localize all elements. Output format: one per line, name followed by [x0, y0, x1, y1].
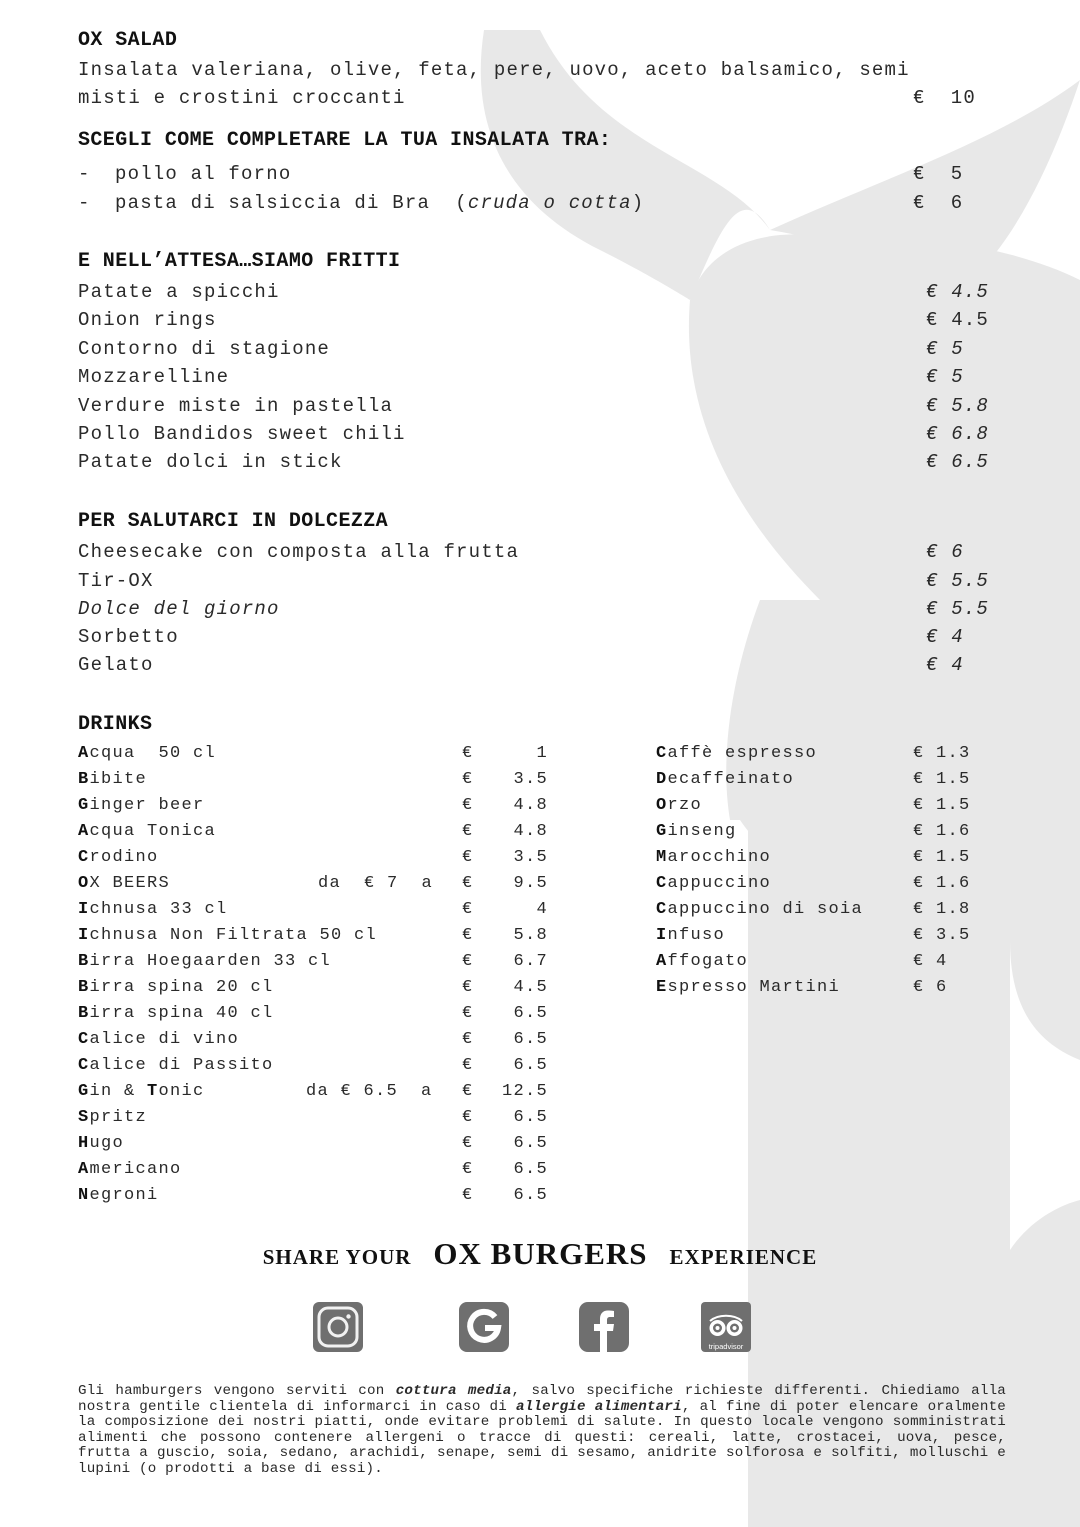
drink-price: 12.5 [501, 1082, 548, 1101]
coffee-item-name: Cappuccino di soia [656, 900, 864, 919]
drink-item-name: Acqua Tonica [78, 822, 217, 841]
drink-item-name: Spritz [78, 1108, 148, 1127]
share-brand: OX BURGERS [433, 1236, 648, 1271]
drink-item-name: Ichnusa 33 cl [78, 900, 228, 919]
drink-item-name: Negroni [78, 1186, 159, 1205]
coffee-item-name: Caffè espresso [656, 744, 818, 763]
dolci-item-price: € 5.5 [926, 570, 990, 592]
drink-euro-sign: € [462, 1160, 474, 1179]
drink-item-name: Americano [78, 1160, 182, 1179]
salad-price: € 10 [913, 87, 977, 109]
section-title-salad: OX SALAD [78, 29, 178, 52]
drink-price: 6.7 [513, 952, 548, 971]
salad-description-line-1: Insalata valeriana, olive, feta, pere, uovo, aceto balsamico, semi [78, 59, 910, 81]
section-title-complete: SCEGLI COME COMPLETARE LA TUA INSALATA TRA: [78, 129, 612, 152]
drink-item-name: Gin & Tonic [78, 1082, 205, 1101]
fritti-item-price: € 6.5 [926, 451, 990, 473]
drink-price: 6.5 [513, 1004, 548, 1023]
drink-price: 6.5 [513, 1186, 548, 1205]
drink-euro-sign: € [462, 1030, 474, 1049]
fritti-item-price: € 4.5 [926, 281, 990, 303]
drink-euro-sign: € [462, 848, 474, 867]
drink-item-name: Bibite [78, 770, 148, 789]
tripadvisor-icon[interactable] [700, 1301, 752, 1353]
fritti-item-name: Onion rings [78, 309, 217, 331]
allergen-notice: Gli hamburgers vengono serviti con cottura media, salvo specifiche richieste differenti. Chiediamo alla nostra gentile clientela di informarci in caso di allergie alimentari, al fine di poter elencare oralmente la composizione dei nostri piatti, onde evitare problemi di salute. In questo locale vengono somministrati alimenti che possono contenere allergeni o tracce di questi: cereali, latte, crostacei, uova, pesce, frutta a guscio, soia, sedano, arachidi, senape, semi di sesamo, anidrite solforosa e solfiti, molluschi e lupini (o prodotti a base di essi). [78, 1383, 1007, 1477]
dolci-item-price: € 5.5 [926, 598, 990, 620]
dolci-item-name: Tir-OX [78, 570, 154, 592]
drink-euro-sign: € [462, 900, 474, 919]
section-title-drinks: DRINKS [78, 713, 153, 736]
coffee-item-price: € 1.8 [913, 900, 971, 919]
section-title-dolci: PER SALUTARCI IN DOLCEZZA [78, 510, 389, 533]
drink-price: 6.5 [513, 1134, 548, 1153]
coffee-item-name: Marocchino [656, 848, 772, 867]
google-icon[interactable] [458, 1301, 510, 1353]
dolci-item-name: Dolce del giorno [78, 598, 280, 620]
drink-euro-sign: € [462, 822, 474, 841]
complete-item-dash: - [78, 192, 91, 214]
fritti-item-price: € 5 [926, 366, 964, 388]
drink-price: 4.8 [513, 822, 548, 841]
instagram-icon[interactable] [312, 1301, 364, 1353]
coffee-item-name: Affogato [656, 952, 749, 971]
drink-price: 3.5 [513, 848, 548, 867]
coffee-item-name: Cappuccino [656, 874, 772, 893]
facebook-icon[interactable] [578, 1301, 630, 1353]
coffee-item-price: € 4 [913, 952, 948, 971]
complete-item-name: pasta di salsiccia di Bra (cruda o cotta) [115, 192, 645, 214]
drink-price: 6.5 [513, 1160, 548, 1179]
drink-price: 6.5 [513, 1030, 548, 1049]
coffee-item-name: Infuso [656, 926, 726, 945]
coffee-item-price: € 1.5 [913, 796, 971, 815]
complete-item-price: € 6 [913, 192, 964, 214]
coffee-item-name: Decaffeinato [656, 770, 795, 789]
fritti-item-price: € 6.8 [926, 423, 990, 445]
drink-price-range: da € 7 a [318, 874, 434, 893]
drink-euro-sign: € [462, 1134, 474, 1153]
drink-item-name: Hugo [78, 1134, 125, 1153]
drink-euro-sign: € [462, 978, 474, 997]
drink-item-name: Acqua 50 cl [78, 744, 217, 763]
drink-price: 6.5 [513, 1056, 548, 1075]
drink-euro-sign: € [462, 1056, 474, 1075]
share-banner [0, 1236, 1080, 1272]
share-pre: SHARE YOUR [262, 1245, 412, 1269]
fritti-item-name: Mozzarelline [78, 366, 230, 388]
dolci-item-name: Cheesecake con composta alla frutta [78, 541, 520, 563]
drink-price: 4.5 [513, 978, 548, 997]
drink-price: 5.8 [513, 926, 548, 945]
drink-price: 6.5 [513, 1108, 548, 1127]
drink-price: 4 [536, 900, 548, 919]
fritti-item-price: € 5 [926, 338, 964, 360]
section-title-fritti: E NELL’ATTESA…SIAMO FRITTI [78, 250, 401, 273]
drink-price: 4.8 [513, 796, 548, 815]
drink-item-name: OX BEERS [78, 874, 171, 893]
drink-item-name: Birra spina 20 cl [78, 978, 274, 997]
dolci-item-name: Gelato [78, 654, 154, 676]
drink-item-name: Calice di Passito [78, 1056, 274, 1075]
coffee-item-price: € 6 [913, 978, 948, 997]
share-post: EXPERIENCE [669, 1245, 818, 1269]
drink-item-name: Birra spina 40 cl [78, 1004, 274, 1023]
complete-item-price: € 5 [913, 163, 964, 185]
coffee-item-price: € 1.6 [913, 822, 971, 841]
dolci-item-price: € 4 [926, 654, 964, 676]
fritti-item-name: Pollo Bandidos sweet chili [78, 423, 406, 445]
coffee-item-price: € 1.3 [913, 744, 971, 763]
dolci-item-price: € 6 [926, 541, 964, 563]
fritti-item-name: Patate dolci in stick [78, 451, 343, 473]
drink-price: 3.5 [513, 770, 548, 789]
drink-euro-sign: € [462, 1004, 474, 1023]
drink-euro-sign: € [462, 1186, 474, 1205]
drink-euro-sign: € [462, 926, 474, 945]
coffee-item-price: € 1.5 [913, 848, 971, 867]
drink-item-name: Calice di vino [78, 1030, 240, 1049]
drink-euro-sign: € [462, 744, 474, 763]
dolci-item-name: Sorbetto [78, 626, 179, 648]
drink-item-name: Ichnusa Non Filtrata 50 cl [78, 926, 378, 945]
complete-item-name: pollo al forno [115, 163, 292, 185]
drink-item-name: Birra Hoegaarden 33 cl [78, 952, 332, 971]
tripadvisor-label: tripadvisor [708, 1342, 744, 1351]
drink-euro-sign: € [462, 796, 474, 815]
complete-item-dash: - [78, 163, 91, 185]
drink-euro-sign: € [462, 1082, 474, 1101]
drink-euro-sign: € [462, 1108, 474, 1127]
coffee-item-price: € 1.5 [913, 770, 971, 789]
drink-price: 9.5 [513, 874, 548, 893]
coffee-item-name: Orzo [656, 796, 703, 815]
drink-euro-sign: € [462, 952, 474, 971]
drink-price: 1 [536, 744, 548, 763]
drink-euro-sign: € [462, 874, 474, 893]
coffee-item-name: Ginseng [656, 822, 737, 841]
dolci-item-price: € 4 [926, 626, 964, 648]
salad-description-line-2: misti e crostini croccanti [78, 87, 406, 109]
drink-item-name: Crodino [78, 848, 159, 867]
coffee-item-price: € 3.5 [913, 926, 971, 945]
drink-item-name: Ginger beer [78, 796, 205, 815]
fritti-item-name: Verdure miste in pastella [78, 395, 394, 417]
coffee-item-name: Espresso Martini [656, 978, 841, 997]
coffee-item-price: € 1.6 [913, 874, 971, 893]
fritti-item-name: Contorno di stagione [78, 338, 331, 360]
fritti-item-name: Patate a spicchi [78, 281, 280, 303]
fritti-item-price: € 5.8 [926, 395, 990, 417]
fritti-item-price: € 4.5 [926, 309, 990, 331]
drink-euro-sign: € [462, 770, 474, 789]
drink-price-range: da € 6.5 a [306, 1082, 433, 1101]
